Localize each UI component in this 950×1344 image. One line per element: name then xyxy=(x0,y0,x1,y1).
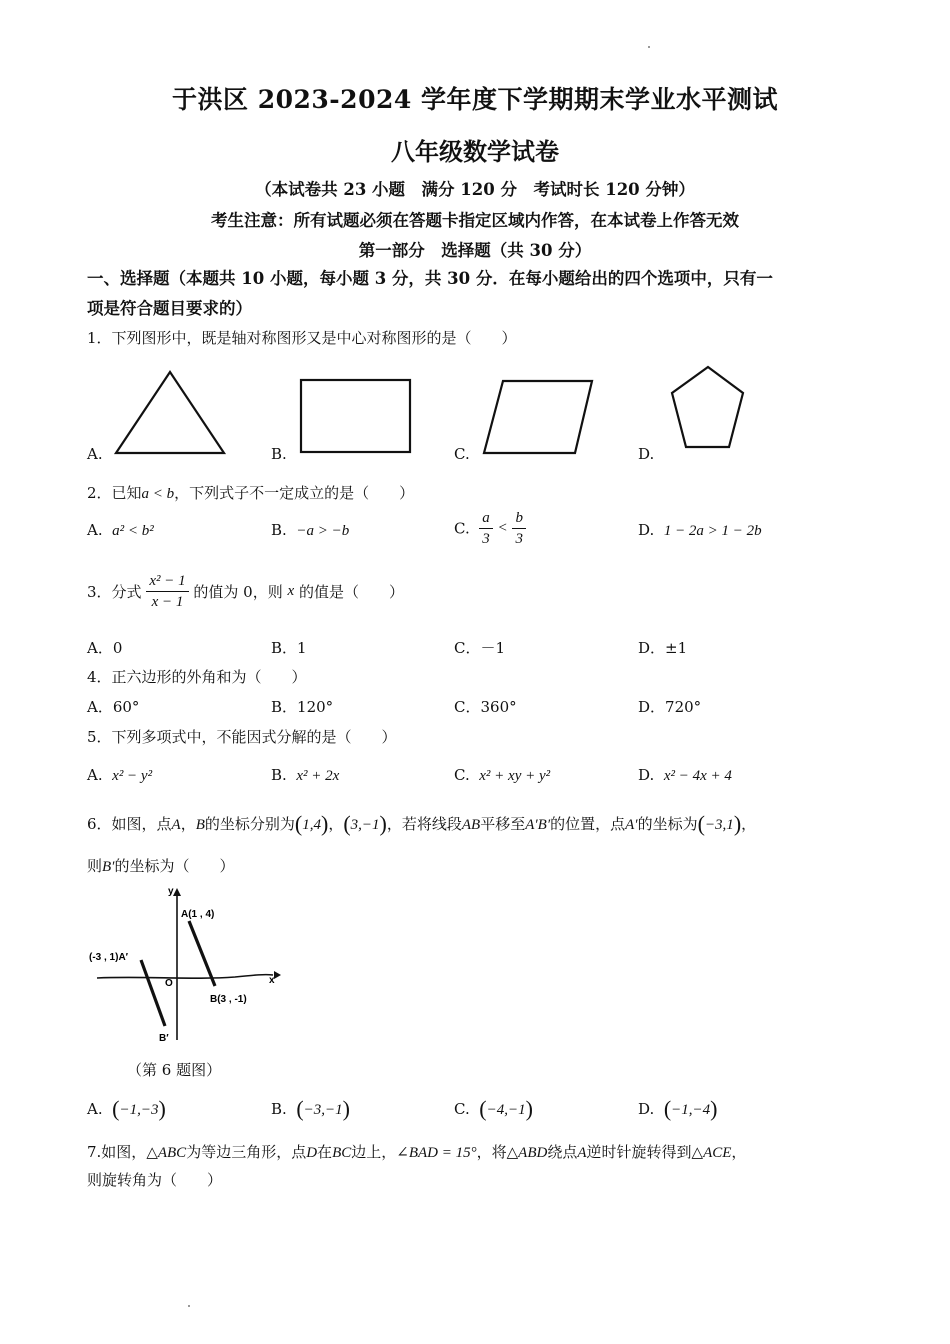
question-7-stem-line2: 则旋转角为（ ） xyxy=(87,1171,223,1189)
exam-subtitle: 八年级数学试卷 xyxy=(391,137,559,166)
parallelogram-shape xyxy=(484,381,592,453)
q3-option-b[interactable]: B．1 xyxy=(271,639,307,657)
q1-label-a: A. xyxy=(87,445,103,463)
q6-option-c[interactable]: C. (−4,−1) xyxy=(454,1096,533,1121)
x-axis xyxy=(97,975,273,979)
segment-ab xyxy=(189,921,215,986)
q3-fraction: $\frac{\text{x² − 1}}{x - 1}$ xyxy=(146,571,188,612)
q3-option-d[interactable]: D．±1 xyxy=(638,639,688,657)
pentagon-shape xyxy=(672,367,743,447)
speck-bottom xyxy=(188,1305,190,1307)
question-5-stem: 5．下列多项式中，不能因式分解的是（ ） xyxy=(87,728,397,746)
question-4-stem: 4．正六边形的外角和为（ ） xyxy=(87,668,307,686)
section-heading-line2: 项是符合题目要求的） xyxy=(87,299,252,318)
question-1-figures xyxy=(0,360,950,460)
point-b-label: B(3 , -1) xyxy=(210,994,247,1005)
q4-option-d[interactable]: D．720° xyxy=(638,698,702,716)
q2-option-d[interactable]: D. 1 − 2a > 1 − 2b xyxy=(638,521,762,539)
q2c-frac-a: $\frac{a}{3}$ xyxy=(479,508,493,549)
q1-label-c: C. xyxy=(454,445,470,463)
section-heading-line1: 一、选择题（本题共 10 小题，每小题 3 分，共 30 分．在每小题给出的四个选项中，只有一 xyxy=(87,269,773,288)
q3-option-a[interactable]: A．0 xyxy=(87,639,123,657)
y-axis-arrow xyxy=(173,888,181,896)
q5-option-d[interactable]: D. x² − 4x + 4 xyxy=(638,766,732,784)
figure-6-caption: （第 6 题图） xyxy=(127,1061,222,1079)
y-axis-label: y xyxy=(168,886,174,897)
section-heading xyxy=(87,264,867,324)
q6-option-b[interactable]: B. (−3,−1) xyxy=(271,1096,350,1121)
x-axis-label: x xyxy=(269,975,275,986)
q4-option-a[interactable]: A．60° xyxy=(87,698,140,716)
q4-option-b[interactable]: B．120° xyxy=(271,698,334,716)
triangle-shape xyxy=(116,372,224,453)
q5-option-b[interactable]: B. x² + 2x xyxy=(271,766,340,784)
point-b2-label: B′ xyxy=(159,1033,169,1044)
speck-top xyxy=(648,46,650,48)
q6-option-d[interactable]: D. (−1,−4) xyxy=(638,1096,718,1121)
q2-option-c[interactable]: C. $\frac{a}{3}$ < $\frac{b}{3}$ xyxy=(454,508,526,549)
exam-info: （本试卷共 23 小题 满分 120 分 考试时长 120 分钟） xyxy=(255,180,695,199)
question-6-stem-line2: 则B′的坐标为（ ） xyxy=(87,857,235,875)
segment-a2b2 xyxy=(141,960,165,1026)
q2-option-b[interactable]: B. −a > −b xyxy=(271,521,350,539)
q5-option-c[interactable]: C. x² + xy + y² xyxy=(454,766,551,784)
part-heading: 第一部分 选择题（共 30 分） xyxy=(358,241,592,260)
question-6-figure xyxy=(85,880,285,1050)
exam-title: 于洪区 2023-2024 学年度下学期期末学业水平测试 xyxy=(172,85,778,114)
q6-option-a[interactable]: A. (−1,−3) xyxy=(87,1096,166,1121)
question-6-stem: 6．如图，点A，B的坐标分别为(1,4)，(3,−1)，若将线段AB平移至A′B′的位置，点A′的坐标为(−3,1)， xyxy=(87,811,757,836)
q1-label-d: D. xyxy=(638,445,655,463)
rectangle-shape xyxy=(301,380,410,452)
q5-option-a[interactable]: A. x² − y² xyxy=(87,766,153,784)
question-1-stem: 1．下列图形中，既是轴对称图形又是中心对称图形的是（ ） xyxy=(87,329,517,347)
question-3-stem: 3．分式 $\frac{\text{x² − 1}}{x - 1}$ 的值为 0，则 x 的值是（ ） xyxy=(87,573,404,610)
origin-label: O xyxy=(165,978,173,989)
q4-option-c[interactable]: C．360° xyxy=(454,698,517,716)
q1-label-b: B. xyxy=(271,445,287,463)
q2-condition: a < b xyxy=(141,486,175,502)
q3-option-c[interactable]: C．－1 xyxy=(454,639,506,657)
point-a-label: A(1 , 4) xyxy=(181,909,215,920)
exam-notice: 考生注意：所有试题必须在答题卡指定区域内作答，在本试卷上作答无效 xyxy=(211,211,739,230)
q2c-frac-b: $\frac{b}{3}$ xyxy=(512,508,526,549)
x-axis-arrow xyxy=(274,971,281,979)
question-2-stem: 2．已知a < b，下列式子不一定成立的是（ ） xyxy=(87,484,415,502)
q2-option-a[interactable]: A. a² < b² xyxy=(87,521,154,539)
point-a2-label: (-3 , 1)A′ xyxy=(89,952,129,963)
question-7-stem: 7.如图，△ABC为等边三角形，点D在BC边上，∠BAD = 15°，将△ABD绕点A逆时针旋转得到△ACE， xyxy=(87,1143,747,1161)
